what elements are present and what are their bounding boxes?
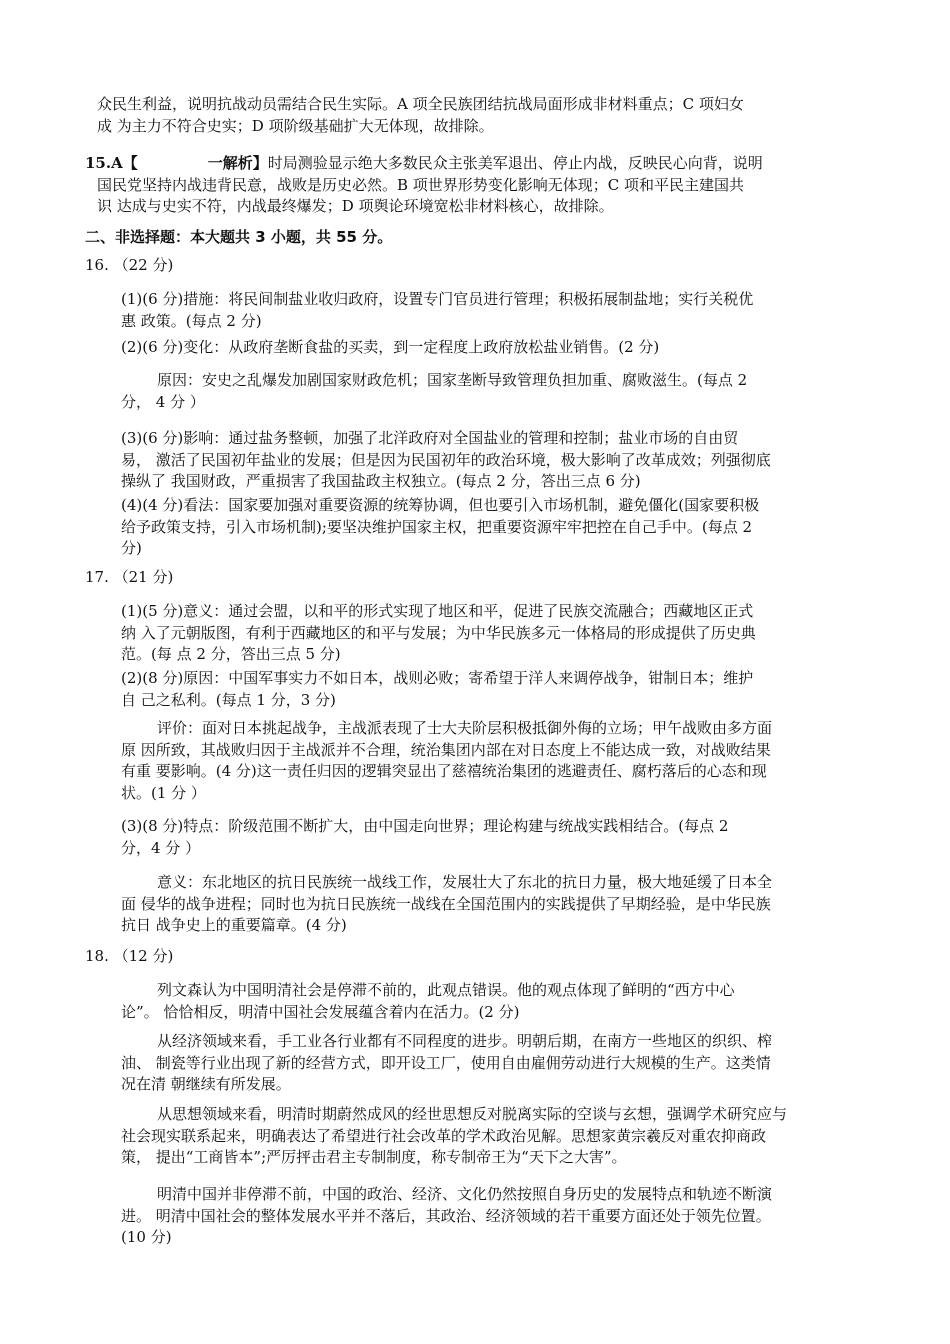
q14-explanation-tail	[97, 94, 744, 137]
text-line: 列文森认为中国明清社会是停滞不前的，此观点错误。他的观点体现了鲜明的“西方中心	[157, 981, 735, 999]
q15-jiexi-label: 一解析】	[207, 154, 268, 172]
text-line: 社会现实联系起来，明确表达了希望进行社会改革的学术政治见解。思想家黄宗羲反对重农抑商政	[121, 1126, 767, 1145]
q18-para4	[121, 1184, 773, 1249]
text-line: 油、 制瓷等行业出现了新的经营方式，即开设工厂，使用自由雇佣劳动进行大规模的生产。这类情	[121, 1053, 771, 1072]
text-line: 有重 要影响。(4 分)这一责任归因的逻辑突显出了慈禧统治集团的逃避责任、腐朽落后的心态和现	[121, 762, 767, 780]
q15-first-text: 时局测验显示绝大多数民众主张美军退出、停止内战，反映民心向背，说明	[267, 154, 763, 172]
text-line: (3)(6 分)影响：通过盐务整顿，加强了北洋政府对全国盐业的管理和控制；盐业市场的自由贸	[121, 429, 739, 447]
q18-para2	[121, 1031, 773, 1096]
text-line: 给予政策支持，引入市场机制);要坚决维护国家主权，把重要资源牢牢把控在自己手中。(每点 2	[121, 517, 753, 536]
text-line: (2)(6 分)变化：从政府垄断食盐的买卖，到一定程度上政府放松盐业销售。(2 分)	[121, 338, 660, 356]
text-line: 众民生利益，说明抗战动员需结合民生实际。A 项全民族团结抗战局面形成非材料重点；C 项妇女	[97, 95, 744, 113]
q17-header: 17. （21 分)	[85, 568, 174, 586]
text-line: (1)(6 分)措施：将民间制盐业收归政府，设置专门官员进行管理；积极拓展制盐地；实行关税优	[121, 290, 754, 308]
text-line: (1)(5 分)意义：通过会盟，以和平的形式实现了地区和平，促进了民族交流融合；西藏地区正式	[121, 602, 754, 620]
q17-part1	[121, 601, 756, 666]
q16-part3	[121, 428, 771, 493]
text-line: 明清中国并非停滞不前，中国的政治、经济、文化仍然按照自身历史的发展特点和轨迹不断演	[157, 1185, 773, 1203]
text-line: (3)(8 分)特点：阶级范围不断扩大，由中国走向世界；理论构建与统战实践相结合。(每点 2	[121, 817, 729, 835]
q17-part3-significance	[121, 872, 773, 937]
q16-part2-reason	[121, 370, 748, 413]
text-line: 论”。 恰恰相反，明清中国社会发展蕴含着内在活力。(2 分)	[121, 1002, 520, 1021]
q17-part2	[121, 668, 753, 711]
text-line: 从经济领域来看，手工业各行业都有不同程度的进步。明朝后期，在南方一些地区的织织、榨	[157, 1032, 773, 1050]
text-line: 抗日 战争史上的重要篇章。(4 分)	[121, 916, 347, 934]
q17-part2-evaluation	[121, 718, 773, 804]
text-line: 面 侵华的战争进程；同时也为抗日民族统一战线在全国范围内的实践提供了早期经验，是中华民族	[121, 894, 771, 913]
text-line: (10 分)	[121, 1228, 172, 1246]
text-line: 进。 明清中国社会的整体发展水平并不落后，其政治、经济领域的若干重要方面还处于领先位置。	[121, 1206, 771, 1225]
text-line: 操纵了 我国财政，严重损害了我国盐政主权独立。(每点 2 分，答出三点 6 分)	[121, 472, 641, 490]
q16-part2	[121, 337, 659, 359]
text-line: 状。(1 分 ）	[121, 783, 206, 802]
q18-header: 18. （12 分)	[85, 947, 174, 965]
text-line: 况在清 朝继续有所发展。	[121, 1075, 291, 1093]
q15-bracket: 【	[122, 154, 138, 172]
text-line: 原 因所致，其战败归因于主战派并不合理，统治集团内部在对日态度上不能达成一致，对战败结果	[121, 740, 771, 759]
q16-header: 16. （22 分)	[85, 256, 174, 274]
q15-first-line	[85, 153, 763, 175]
text-line: 识 达成与史实不符，内战最终爆发；D 项舆论环境宽松非材料核心，故排除。	[97, 197, 614, 215]
text-line: 范。(每 点 2 分，答出三点 5 分)	[121, 645, 341, 663]
text-line: 策， 提出“工商皆本”;严厉抨击君主专制制度，称专制帝王为“天下之大害”。	[121, 1148, 627, 1166]
text-line: 原因：安史之乱爆发加剧国家财政危机；国家垄断导致管理负担加重、腐败滋生。(每点 2	[157, 371, 748, 389]
text-line: 分，4 分 ）	[121, 838, 201, 857]
q17-part3	[121, 816, 728, 859]
text-line: 自 己之私利。(每点 1 分，3 分)	[121, 690, 336, 709]
text-line: 惠 政策。(每点 2 分)	[121, 311, 262, 330]
q15-answer	[85, 153, 763, 218]
text-line: 从思想领域来看，明清时期蔚然成风的经世思想反对脱离实际的空谈与玄想，强调学术研究应与	[157, 1105, 788, 1123]
text-line: 成 为主力不符合史实；D 项阶级基础扩大无体现，故排除。	[97, 116, 494, 135]
section-heading: 二、非选择题：本大题共 3 小题，共 55 分。	[85, 228, 393, 246]
q16-part4	[121, 495, 759, 560]
text-line: 意义：东北地区的抗日民族统一战线工作，发展壮大了东北的抗日力量，极大地延缓了日本全	[157, 873, 773, 891]
text-line: 国民党坚持内战违背民意，战败是历史必然。B 项世界形势变化影响无体现；C 项和平民主建国共	[97, 175, 745, 194]
text-line: 纳 入了元朝版图，有利于西藏地区的和平与发展；为中华民族多元一体格局的形成提供了历史典	[121, 623, 756, 642]
text-line: 易， 激活了民国初年盐业的发展；但是因为民国初年的政治环境，极大影响了改革成效；列强彻底	[121, 450, 771, 469]
q18-para1	[121, 980, 735, 1023]
text-line: 评价：面对日本挑起战争，主战派表现了士大夫阶层积极抵御外侮的立场；甲午战败由多方面	[157, 719, 773, 737]
q18-para3	[121, 1104, 788, 1169]
text-line: (4)(4 分)看法：国家要加强对重要资源的统筹协调，但也要引入市场机制，避免僵化(国家要积极	[121, 496, 760, 514]
q16-part1	[121, 289, 753, 332]
text-line: 分， 4 分 ）	[121, 392, 205, 411]
q15-number: 15.A	[85, 154, 123, 172]
text-line: (2)(8 分)原因：中国军事实力不如日本，战则必败；寄希望于洋人来调停战争，钳制日本；维护	[121, 669, 754, 687]
text-line: 分)	[121, 539, 142, 557]
